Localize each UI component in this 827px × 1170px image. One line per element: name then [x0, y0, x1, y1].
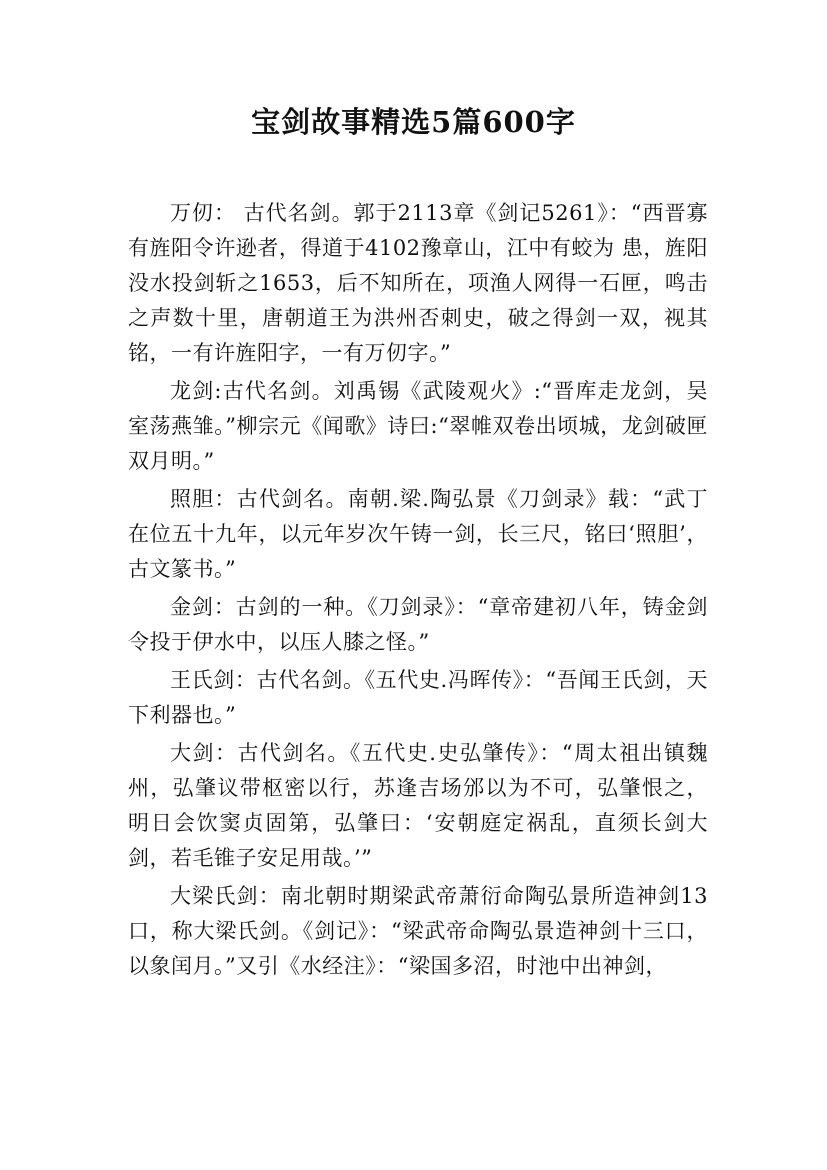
paragraph-longjian: 龙剑:古代名剑。刘禹锡《武陵观火》:“晋库走龙剑，吴室荡燕雏。”柳宗元《闻歌》诗曰:“翠帷双卷出顷城，龙剑破匣双月明。”: [128, 379, 708, 473]
paragraph-zhaodan: 照胆：古代剑名。南朝.梁.陶弘景《刀剑录》载：“武丁在位五十九年，以元年岁次午铸一剑，长三尺，铭曰‘照胆’，古文篆书。”: [128, 487, 708, 581]
document-title: 宝剑故事精选5篇600字: [251, 105, 576, 139]
paragraph-daliangshijian: 大梁氏剑：南北朝时期梁武帝萧衍命陶弘景所造神剑13口，称大梁氏剑。《剑记》：“梁武帝命陶弘景造神剑十三口，以象闰月。”又引《水经注》：“梁国多沼，时池中出神剑，: [128, 884, 708, 978]
paragraph-wangshijian: 王氏剑：古代名剑。《五代史.冯晖传》：“吾闻王氏剑，天下利器也。”: [128, 668, 708, 727]
paragraph-dajian: 大剑：古代剑名。《五代史.史弘肇传》：“周太祖出镇魏州，弘肇议带枢密以行，苏逢吉场邠以为不可，弘肇恨之，明日会饮窦贞固第，弘肇曰：‘安朝庭定祸乱，直须长剑大剑，若毛锥子安足用哉。’”: [128, 741, 708, 870]
paragraph-wanren: 万仞： 古代名剑。郭于2113章《剑记5261》：“西晋寡有旌阳令许逊者，得道于4102豫章山，江中有蛟为 患，旌阳没水投剑斩之1653，后不知所在，项渔人网得一石匣，鸣击之声数十里，唐朝道王为洪州否刺史，破之得剑一双，视其铭，一有许旌阳字，一有万仞字。”: [128, 201, 708, 365]
document-body: [128, 196, 708, 987]
paragraph-jinjian: 金剑：古剑的一种。《刀剑录》：“章帝建初八年，铸金剑令投于伊水中，以压人膝之怪。”: [128, 595, 708, 654]
